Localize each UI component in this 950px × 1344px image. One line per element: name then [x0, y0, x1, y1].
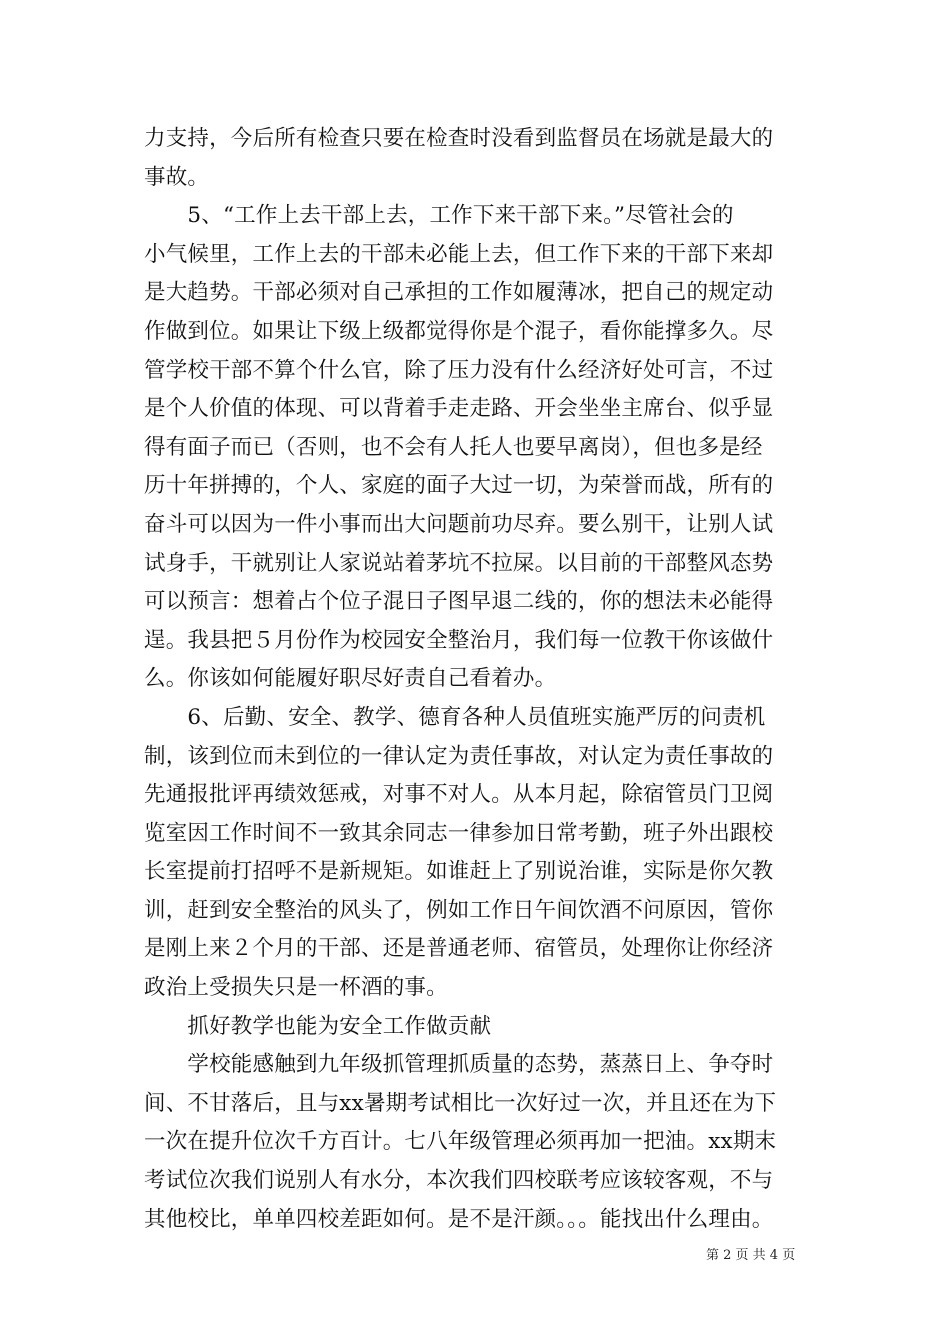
text-line: 6、后勤、安全、教学、德育各种人员值班实施严厉的问责机: [144, 704, 766, 730]
text-line: 作做到位。如果让下级上级都觉得你是个混子，看你能撑多久。尽: [144, 318, 774, 344]
text-line: 5、“工作上去干部上去，工作下来干部下来。”尽管社会的: [144, 203, 734, 229]
page-number: 第 2 页 共 4 页: [706, 1248, 796, 1263]
text-line: 训，赶到安全整治的风头了，例如工作日午间饮酒不问原因，管你: [144, 897, 774, 923]
text-line: 逞。我县把５月份作为校园安全整治月，我们每一位教干你该做什: [144, 627, 774, 653]
text-line: 其他校比，单单四校差距如何。是不是汗颜。。。能找出什么理由。: [144, 1206, 774, 1232]
text-line: 先通报批评再绩效惩戒，对事不对人。从本月起，除宿管员门卫阅: [144, 782, 774, 808]
text-line: 是个人价值的体现、可以背着手走走路、开会坐坐主席台、似乎显: [144, 396, 774, 422]
text-line: 是刚上来２个月的干部、还是普通老师、宿管员，处理你让你经济: [144, 936, 774, 962]
text-line: 小气候里，工作上去的干部未必能上去，但工作下来的干部下来却: [144, 241, 774, 267]
text-line: 得有面子而已（否则，也不会有人托人也要早离岗），但也多是经: [144, 434, 763, 460]
text-line: 长室提前打招呼不是新规矩。如谁赶上了别说治谁，实际是你欠教: [144, 859, 774, 885]
text-line: 事故。: [144, 164, 210, 190]
section-heading: 抓好教学也能为安全工作做贡献: [144, 1013, 492, 1039]
text-line: 历十年拼搏的，个人、家庭的面子大过一切，为荣誉而战，所有的: [144, 473, 774, 499]
text-line: 力支持，今后所有检查只要在检查时没看到监督员在场就是最大的: [144, 126, 774, 151]
text-line: 一次在提升位次千方百计。七八年级管理必须再加一把油。xx期末: [144, 1129, 777, 1155]
text-line: 考试位次我们说别人有水分，本次我们四校联考应该较客观，不与: [144, 1168, 774, 1194]
text-line: 试身手，干就别让人家说站着茅坑不拉屎。以目前的干部整风态势: [144, 550, 774, 576]
text-line: 是大趋势。干部必须对自己承担的工作如履薄冰，把自己的规定动: [144, 280, 774, 306]
text-line: 览室因工作时间不一致其余同志一律参加日常考勤，班子外出跟校: [144, 820, 774, 846]
text-line: 管学校干部不算个什么官，除了压力没有什么经济好处可言，不过: [144, 357, 774, 383]
text-line: 政治上受损失只是一杯酒的事。: [144, 975, 448, 1001]
text-line: 可以预言：想着占个位子混日子图早退二线的，你的想法未必能得: [144, 589, 774, 615]
text-line: 间、不甘落后，且与xx暑期考试相比一次好过一次，并且还在为下: [144, 1090, 777, 1116]
text-line: 奋斗可以因为一件小事而出大问题前功尽弃。要么别干，让别人试: [144, 511, 774, 537]
document-body: [144, 120, 824, 1239]
text-line: 制，该到位而未到位的一律认定为责任事故，对认定为责任事故的: [144, 743, 774, 769]
text-line: 学校能感触到九年级抓管理抓质量的态势，蒸蒸日上、争夺时: [144, 1052, 774, 1078]
text-line: 么。你该如何能履好职尽好责自己看着办。: [144, 666, 557, 692]
